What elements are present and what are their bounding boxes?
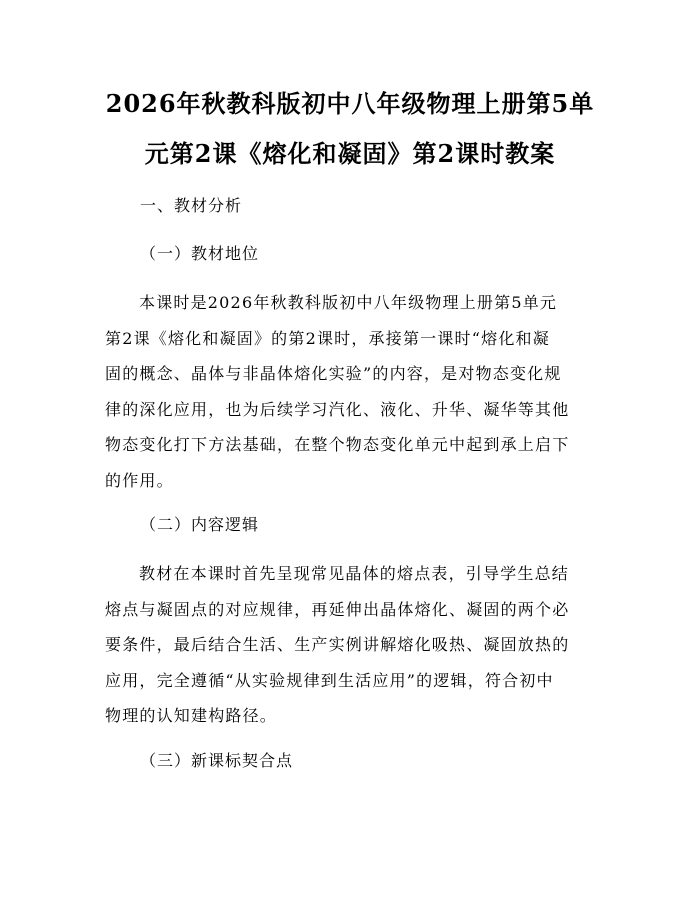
document-title-line-2: 元第2课《熔化和凝固》第2课时教案 bbox=[144, 139, 556, 168]
subheading-textbook-position: （一）教材地位 bbox=[140, 244, 260, 263]
paragraph-line: 本课时是2026年秋教科版初中八年级物理上册第5单元 bbox=[139, 293, 558, 312]
paragraph-content-logic bbox=[105, 561, 600, 739]
paragraph-line: 教材在本课时首先呈现常见晶体的熔点表，引导学生总结 bbox=[139, 564, 570, 583]
paragraph-line: 熔点与凝固点的对应规律，再延伸出晶体熔化、凝固的两个必 bbox=[105, 599, 570, 619]
subheading-content-logic: （二）内容逻辑 bbox=[140, 515, 260, 534]
document-title-line-1: 2026年秋教科版初中八年级物理上册第5单 bbox=[105, 89, 595, 118]
paragraph-line: 物态变化打下方法基础，在整个物态变化单元中起到承上启下 bbox=[105, 435, 570, 454]
paragraph-line: 律的深化应用，也为后续学习汽化、液化、升华、凝华等其他 bbox=[105, 399, 570, 419]
paragraph-line: 物理的认知建构路径。 bbox=[105, 706, 278, 725]
paragraph-line: 固的概念、晶体与非晶体熔化实验”的内容，是对物态变化规 bbox=[105, 364, 562, 383]
subheading-curriculum-alignment: （三）新课标契合点 bbox=[140, 751, 294, 770]
paragraph-line: 第2课《熔化和凝固》的第2课时，承接第一课时“熔化和凝 bbox=[105, 328, 550, 348]
section-heading-textbook-analysis: 一、教材分析 bbox=[140, 196, 243, 215]
paragraph-line: 要条件，最后结合生活、生产实例讲解熔化吸热、凝固放热的 bbox=[105, 635, 570, 654]
paragraph-line: 的作用。 bbox=[105, 470, 174, 490]
paragraph-textbook-position bbox=[105, 290, 600, 503]
paragraph-line: 应用，完全遵循“从实验规律到生活应用”的逻辑，符合初中 bbox=[105, 670, 554, 690]
